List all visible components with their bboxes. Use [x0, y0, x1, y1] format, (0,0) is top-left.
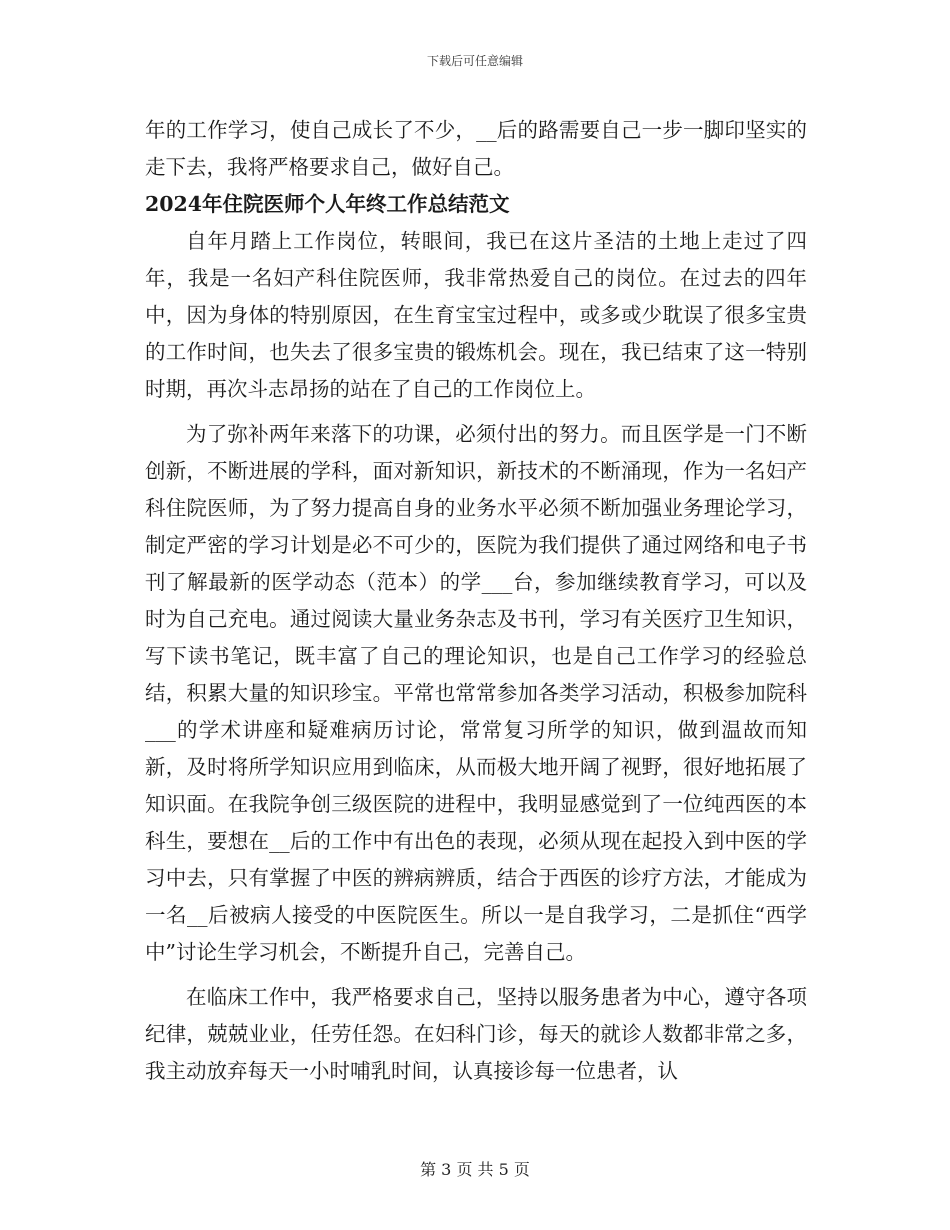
continued-paragraph: 年的工作学习，使自己成长了不少，__后的路需要自己一步一脚印坚实的走下去，我将严格要求自己，做好自己。 — [145, 118, 807, 179]
document-body — [145, 112, 807, 1090]
page-number: 第 3 页 共 5 页 — [420, 1160, 530, 1179]
document-title: 2024年住院医师个人年终工作总结范文 — [145, 192, 510, 216]
paragraph-1: 自年月踏上工作岗位，转眼间，我已在这片圣洁的土地上走过了四年，我是一名妇产科住院医师，我非常热爱自己的岗位。在过去的四年中，因为身体的特别原因，在生育宝宝过程中，或多或少耽误了很多宝贵的工作时间，也失去了很多宝贵的锻炼机会。现在，我已结束了这一特别时期，再次斗志昂扬的站在了自己的工作岗位上。 — [145, 229, 807, 401]
paragraph-2: 为了弥补两年来落下的功课，必须付出的努力。而且医学是一门不断创新，不断进展的学科，面对新知识，新技术的不断涌现，作为一名妇产科住院医师，为了努力提高自身的业务水平必须不断加强业务理论学习，制定严密的学习计划是必不可少的，医院为我们提供了通过网络和电子书刊了解最新的医学动态（范本）的学___台，参加继续教育学习，可以及时为自己充电。通过阅读大量业务杂志及书刊，学习有关医疗卫生知识，写下读书笔记，既丰富了自己的理论知识，也是自己工作学习的经验总结，积累大量的知识珍宝。平常也常常参加各类学习活动，积极参加院科___的学术讲座和疑难病历讨论，常常复习所学的知识，做到温故而知新，及时将所学知识应用到临床，从而极大地开阔了视野，很好地拓展了知识面。在我院争创三级医院的进程中，我明显感觉到了一位纯西医的本科生，要想在__后的工作中有出色的表现，必须从现在起投入到中医的学习中去，只有掌握了中医的辨病辨质，结合于西医的诊疗方法，才能成为一名__后被病人接受的中医院医生。所以一是自我学习，二是抓住“西学中”讨论生学习机会，不断提升自己，完善自己。 — [145, 422, 807, 964]
paragraph-3: 在临床工作中，我严格要求自己，坚持以服务患者为中心，遵守各项纪律，兢兢业业，任劳任怨。在妇科门诊，每天的就诊人数都非常之多，我主动放弃每天一小时哺乳时间，认真接诊每一位患者，认 — [145, 985, 807, 1083]
page-header-note: 下载后可任意编辑 — [426, 54, 523, 68]
